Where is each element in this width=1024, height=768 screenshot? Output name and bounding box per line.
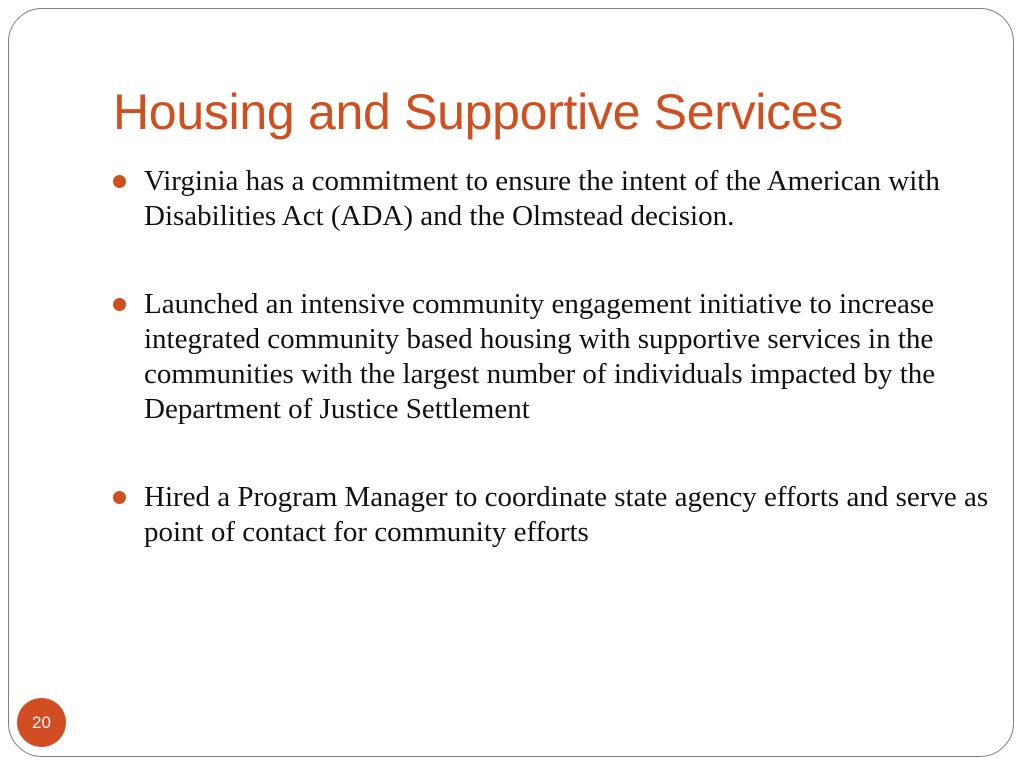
bullet-item-community-engagement	[113, 287, 993, 427]
bullet-dot-icon	[113, 298, 126, 311]
bullet-text: Hired a Program Manager to coordinate state agency efforts and serve as point of contact for community efforts	[144, 481, 989, 548]
bullet-item-program-manager	[113, 480, 993, 550]
bullet-dot-icon	[113, 491, 126, 504]
bullet-list	[113, 164, 993, 550]
slide-title: Housing and Supportive Services	[113, 84, 844, 140]
page-number-badge: 20	[17, 698, 66, 747]
bullet-item-ada	[113, 164, 993, 234]
bullet-dot-icon	[113, 175, 126, 188]
bullet-text: Virginia has a commitment to ensure the intent of the American with Disabilities Act (ADA) and the Olmstead decision.	[144, 165, 940, 232]
bullet-text: Launched an intensive community engagement initiative to increase integrated community based housing with supportive services in the communities with the largest number of individuals impacted by the Department of Justice Settlement	[144, 288, 936, 425]
